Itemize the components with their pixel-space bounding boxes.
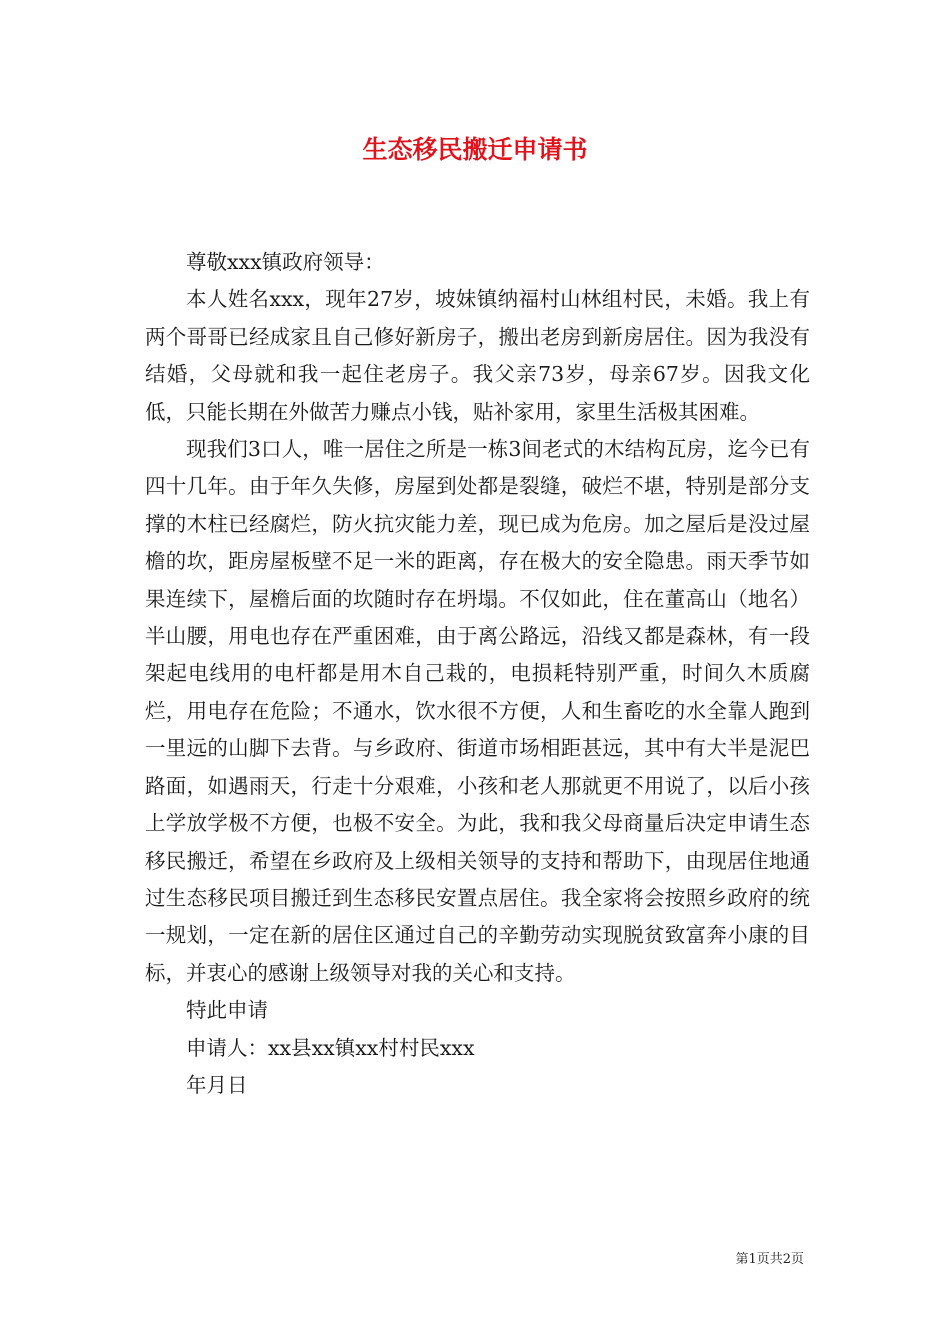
salutation: 尊敬xxx镇政府领导： — [186, 250, 385, 274]
page-number: 第1页共2页 — [735, 1252, 804, 1267]
closing-line: 特此申请 — [186, 998, 268, 1023]
paragraph-2: 现我们3口人，唯一居住之所是一栋3间老式的木结构瓦房，迄今已有四十几年。由于年久失修，房屋到处都是裂缝，破烂不堪，特别是部分支撑的木柱已经腐烂，防火抗灾能力差，现已成为危房。加之屋后是没过屋檐的坎，距房屋板壁不足一米的距离，存在极大的安全隐患。雨天季节如果连续下，屋檐后面的坎随时存在坍塌。不仅如此，住在董高山（地名）半山腰，用电也存在严重困难，由于离公路远，沿线又都是森林，有一段架起电线用的电杆都是用木自己栽的，电损耗特别严重，时间久木质腐烂，用电存在危险；不通水，饮水很不方便，人和生畜吃的水全靠人跑到一里远的山脚下去背。与乡政府、街道市场相距甚远，其中有大半是泥巴路面，如遇雨天，行走十分艰难，小孩和老人那就更不用说了，以后小孩上学放学极不方便，也极不安全。为此，我和我父母商量后决定申请生态移民搬迁，希望在乡政府及上级相关领导的支持和帮助下，由现居住地通过生态移民项目搬迁到生态移民安置点居住。我全家将会按照乡政府的统一规划，一定在新的居住区通过自己的辛勤劳动实现脱贫致富奔小康的目标，并衷心的感谢上级领导对我的关心和支持。 — [145, 437, 810, 985]
document-title: 生态移民搬迁申请书 — [362, 135, 588, 164]
applicant-line: 申请人：xx县xx镇xx村村民xxx — [186, 1035, 475, 1060]
document-body — [145, 244, 810, 1104]
paragraph-1: 本人姓名xxx，现年27岁，坡妹镇纳福村山林组村民，未婚。我上有两个哥哥已经成家且自己修好新房子，搬出老房到新房居住。因为我没有结婚，父母就和我一起住老房子。我父亲73岁，母亲67岁。因我文化低，只能长期在外做苦力赚点小钱，贴补家用，家里生活极其困难。 — [145, 287, 810, 424]
date-line: 年月日 — [186, 1072, 248, 1097]
